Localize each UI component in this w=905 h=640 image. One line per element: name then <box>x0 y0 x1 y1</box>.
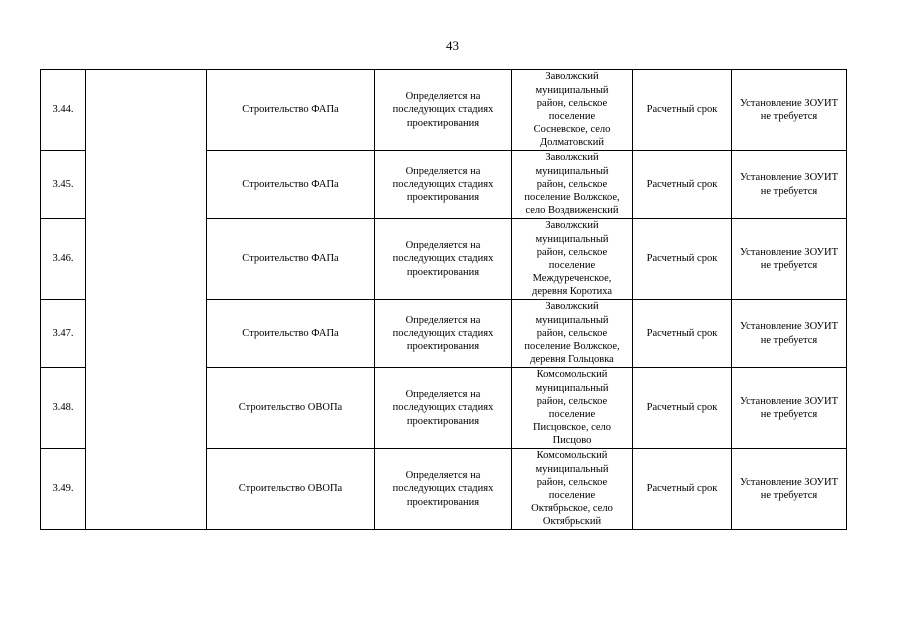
location-line: Писцовское, село <box>532 422 612 434</box>
object-term: Расчетный срок <box>633 449 732 530</box>
location-line: Междуреченское, <box>532 273 612 285</box>
location-line: район, сельское <box>536 476 608 488</box>
object-area: Определяется на последующих стадиях проектирования <box>375 219 512 300</box>
merged-empty-cell <box>86 70 207 530</box>
object-name: Строительство ОВОПа <box>207 368 375 449</box>
location-line: район, сельское <box>536 97 608 109</box>
location-line: муниципальный <box>535 314 609 326</box>
location-line: Комсомольский <box>536 369 608 381</box>
object-term: Расчетный срок <box>633 219 732 300</box>
object-term: Расчетный срок <box>633 368 732 449</box>
row-number: 3.48. <box>41 368 86 449</box>
location-line: район, сельское <box>536 246 608 258</box>
location-line: район, сельское <box>536 178 608 190</box>
location-line: деревня Гольцовка <box>530 354 614 366</box>
location-line: деревня Коротиха <box>531 286 613 298</box>
object-location <box>512 151 633 219</box>
location-line: поселение Волжское, <box>524 341 620 353</box>
location-line: муниципальный <box>535 463 609 475</box>
location-line: Заволжский <box>545 71 599 83</box>
object-area: Определяется на последующих стадиях проектирования <box>375 300 512 368</box>
location-line: район, сельское <box>536 327 608 339</box>
location-line: Сосневское, село <box>533 124 611 136</box>
object-zone: Установление ЗОУИТ не требуется <box>732 300 847 368</box>
object-name: Строительство ФАПа <box>207 219 375 300</box>
object-term: Расчетный срок <box>633 70 732 151</box>
location-line: муниципальный <box>535 84 609 96</box>
location-line: муниципальный <box>535 382 609 394</box>
object-zone: Установление ЗОУИТ не требуется <box>732 449 847 530</box>
object-area: Определяется на последующих стадиях проектирования <box>375 449 512 530</box>
location-line: поселение <box>548 409 596 420</box>
location-line: Долматовский <box>539 137 605 149</box>
row-number: 3.49. <box>41 449 86 530</box>
location-line: поселение Волжское, <box>524 192 620 204</box>
location-line: район, сельское <box>536 395 608 407</box>
location-line: поселение <box>548 111 596 122</box>
object-location <box>512 70 633 151</box>
row-number: 3.44. <box>41 70 86 151</box>
row-number: 3.46. <box>41 219 86 300</box>
location-line: Заволжский <box>545 301 599 313</box>
object-location <box>512 300 633 368</box>
object-zone: Установление ЗОУИТ не требуется <box>732 70 847 151</box>
object-term: Расчетный срок <box>633 300 732 368</box>
location-line: поселение <box>548 490 596 501</box>
object-name: Строительство ФАПа <box>207 151 375 219</box>
location-line: муниципальный <box>535 165 609 177</box>
page-number: 43 <box>446 38 459 53</box>
object-zone: Установление ЗОУИТ не требуется <box>732 368 847 449</box>
objects-table <box>40 69 847 530</box>
object-term: Расчетный срок <box>633 151 732 219</box>
location-line: муниципальный <box>535 233 609 245</box>
object-zone: Установление ЗОУИТ не требуется <box>732 219 847 300</box>
object-area: Определяется на последующих стадиях проектирования <box>375 70 512 151</box>
location-line: село Воздвиженский <box>525 205 619 217</box>
location-line: Комсомольский <box>536 450 608 462</box>
location-line: Писцово <box>552 435 592 447</box>
object-name: Строительство ОВОПа <box>207 449 375 530</box>
row-number: 3.45. <box>41 151 86 219</box>
location-line: Заволжский <box>545 152 599 164</box>
row-number: 3.47. <box>41 300 86 368</box>
object-location <box>512 368 633 449</box>
location-line: Октябрьское, село <box>531 503 613 515</box>
object-name: Строительство ФАПа <box>207 70 375 151</box>
object-location <box>512 449 633 530</box>
location-line: Заволжский <box>545 220 599 232</box>
object-location <box>512 219 633 300</box>
object-area: Определяется на последующих стадиях проектирования <box>375 368 512 449</box>
object-name: Строительство ФАПа <box>207 300 375 368</box>
table-row <box>41 70 847 151</box>
location-line: поселение <box>548 260 596 271</box>
object-area: Определяется на последующих стадиях проектирования <box>375 151 512 219</box>
location-line: Октябрьский <box>542 516 602 528</box>
object-zone: Установление ЗОУИТ не требуется <box>732 151 847 219</box>
